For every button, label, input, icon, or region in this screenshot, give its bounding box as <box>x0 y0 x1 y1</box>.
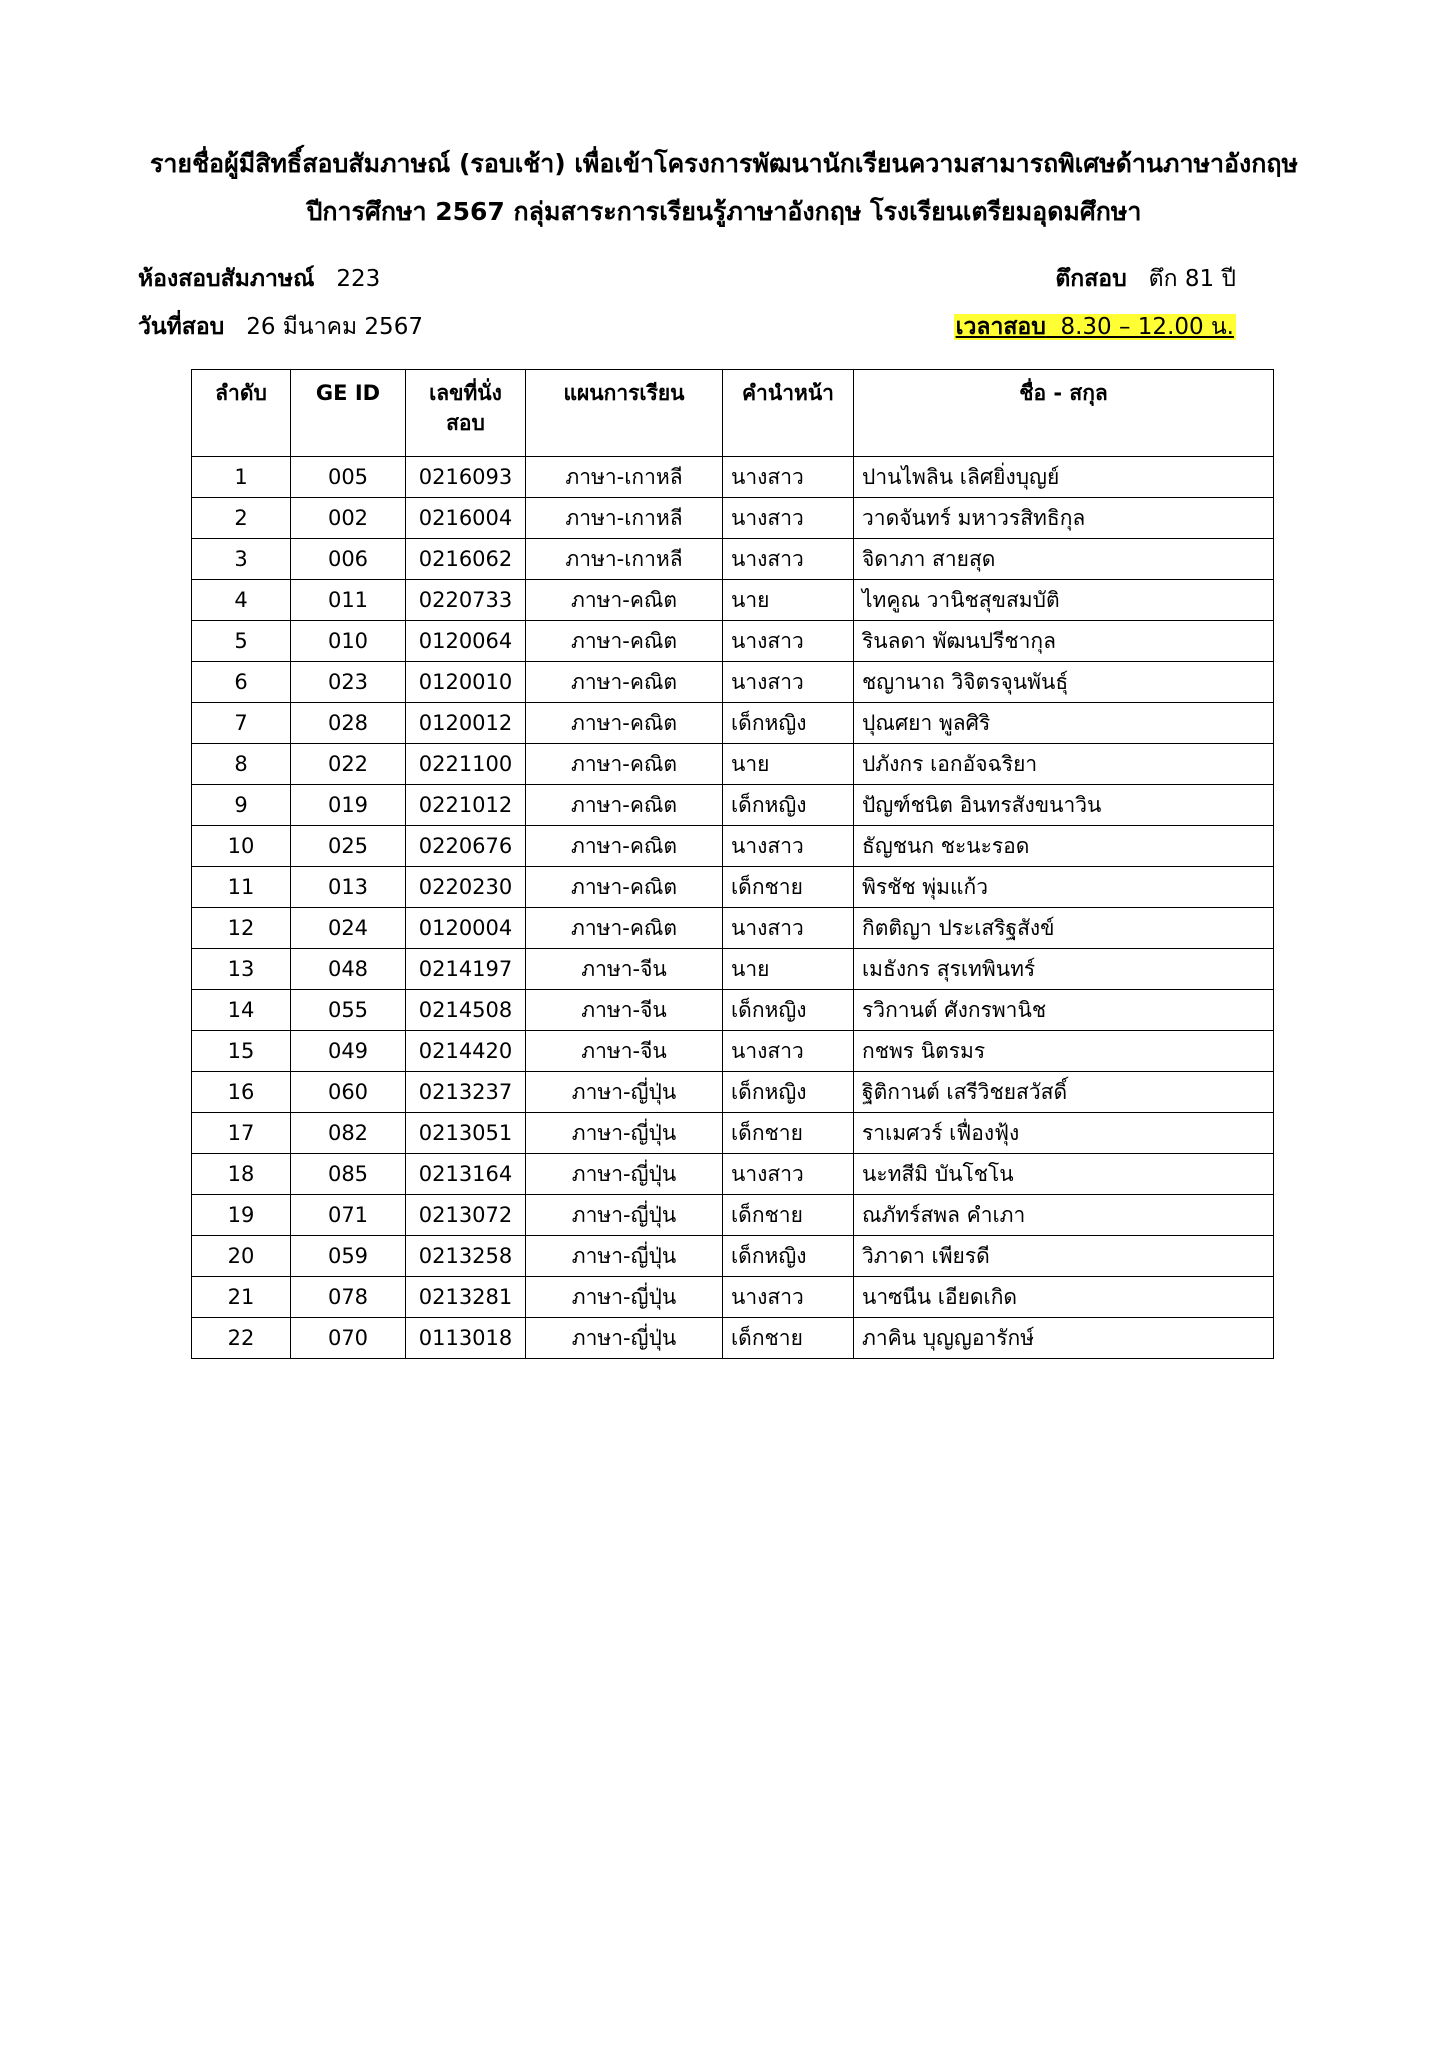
table-row <box>192 1318 1274 1359</box>
cell-name: รินลดา พัฒนปรีชากุล <box>854 621 1274 662</box>
cell-prefix: นาย <box>723 580 854 621</box>
table-header-row <box>192 370 1274 457</box>
cell-name: ณภัทร์สพล คำเภา <box>854 1195 1274 1236</box>
cell-prefix: นางสาว <box>723 662 854 703</box>
header-name: ชื่อ - สกุล <box>854 370 1274 457</box>
cell-prefix: เด็กชาย <box>723 1195 854 1236</box>
table-body <box>192 457 1274 1359</box>
cell-prefix: เด็กหญิง <box>723 1236 854 1277</box>
cell-name: ปุณศยา พูลศิริ <box>854 703 1274 744</box>
exam-room-label: ห้องสอบสัมภาษณ์ <box>138 266 315 292</box>
cell-seat: 0221100 <box>406 744 526 785</box>
cell-no: 21 <box>192 1277 291 1318</box>
cell-no: 16 <box>192 1072 291 1113</box>
cell-no: 18 <box>192 1154 291 1195</box>
table-row <box>192 1277 1274 1318</box>
cell-prefix: เด็กชาย <box>723 867 854 908</box>
cell-no: 8 <box>192 744 291 785</box>
cell-ge-id: 013 <box>291 867 406 908</box>
cell-ge-id: 082 <box>291 1113 406 1154</box>
cell-prefix: นางสาว <box>723 498 854 539</box>
candidate-table <box>191 369 1274 1359</box>
cell-prefix: เด็กหญิง <box>723 990 854 1031</box>
table-row <box>192 580 1274 621</box>
table-row <box>192 1154 1274 1195</box>
exam-building-value: ตึก 81 ปี <box>1148 266 1236 292</box>
cell-seat: 0214420 <box>406 1031 526 1072</box>
cell-ge-id: 049 <box>291 1031 406 1072</box>
cell-seat: 0120010 <box>406 662 526 703</box>
table-row <box>192 785 1274 826</box>
cell-plan: ภาษา-คณิต <box>526 662 723 703</box>
cell-seat: 0213237 <box>406 1072 526 1113</box>
cell-plan: ภาษา-จีน <box>526 990 723 1031</box>
cell-no: 9 <box>192 785 291 826</box>
cell-seat: 0213072 <box>406 1195 526 1236</box>
cell-seat: 0220230 <box>406 867 526 908</box>
cell-name: ปานไพลิน เลิศยิ่งบุญย์ <box>854 457 1274 498</box>
cell-no: 4 <box>192 580 291 621</box>
cell-prefix: นาย <box>723 744 854 785</box>
cell-plan: ภาษา-ญี่ปุ่น <box>526 1277 723 1318</box>
cell-name: ชญานาถ วิจิตรจุนพันธุ์ <box>854 662 1274 703</box>
exam-time-highlight <box>954 314 1236 340</box>
cell-seat: 0213051 <box>406 1113 526 1154</box>
cell-plan: ภาษา-คณิต <box>526 621 723 662</box>
cell-no: 3 <box>192 539 291 580</box>
cell-name: ฐิติกานต์ เสรีวิชยสวัสดิ์ <box>854 1072 1274 1113</box>
cell-no: 14 <box>192 990 291 1031</box>
cell-no: 11 <box>192 867 291 908</box>
cell-plan: ภาษา-เกาหลี <box>526 457 723 498</box>
cell-plan: ภาษา-ญี่ปุ่น <box>526 1195 723 1236</box>
cell-plan: ภาษา-คณิต <box>526 580 723 621</box>
table-row <box>192 867 1274 908</box>
cell-plan: ภาษา-ญี่ปุ่น <box>526 1113 723 1154</box>
cell-seat: 0120064 <box>406 621 526 662</box>
cell-seat: 0216004 <box>406 498 526 539</box>
cell-ge-id: 070 <box>291 1318 406 1359</box>
document-title-line-1: รายชื่อผู้มีสิทธิ์สอบสัมภาษณ์ (รอบเช้า) เพื่อเข้าโครงการพัฒนานักเรียนความสามารถพิเศษด้านภาษาอังกฤษ <box>149 149 1299 178</box>
cell-prefix: นางสาว <box>723 1154 854 1195</box>
cell-ge-id: 005 <box>291 457 406 498</box>
cell-prefix: นางสาว <box>723 1031 854 1072</box>
cell-plan: ภาษา-คณิต <box>526 744 723 785</box>
cell-name: จิดาภา สายสุด <box>854 539 1274 580</box>
cell-seat: 0213281 <box>406 1277 526 1318</box>
cell-plan: ภาษา-คณิต <box>526 785 723 826</box>
cell-plan: ภาษา-จีน <box>526 949 723 990</box>
cell-ge-id: 071 <box>291 1195 406 1236</box>
header-no: ลำดับ <box>192 370 291 457</box>
table-row <box>192 1195 1274 1236</box>
cell-prefix: นางสาว <box>723 621 854 662</box>
cell-name: รวิกานต์ ศังกรพานิช <box>854 990 1274 1031</box>
header-prefix: คำนำหน้า <box>723 370 854 457</box>
cell-name: กชพร นิตรมร <box>854 1031 1274 1072</box>
cell-plan: ภาษา-จีน <box>526 1031 723 1072</box>
table-row <box>192 662 1274 703</box>
cell-prefix: นางสาว <box>723 457 854 498</box>
table-row <box>192 908 1274 949</box>
exam-date-value: 26 มีนาคม 2567 <box>246 314 423 340</box>
cell-ge-id: 028 <box>291 703 406 744</box>
cell-prefix: เด็กหญิง <box>723 785 854 826</box>
cell-prefix: นางสาว <box>723 539 854 580</box>
cell-ge-id: 025 <box>291 826 406 867</box>
exam-room-info <box>138 262 380 296</box>
table-row <box>192 949 1274 990</box>
table-row <box>192 1072 1274 1113</box>
cell-no: 6 <box>192 662 291 703</box>
cell-prefix: นางสาว <box>723 826 854 867</box>
cell-ge-id: 011 <box>291 580 406 621</box>
cell-no: 15 <box>192 1031 291 1072</box>
cell-name: ปภังกร เอกอัจฉริยา <box>854 744 1274 785</box>
cell-ge-id: 024 <box>291 908 406 949</box>
cell-plan: ภาษา-ญี่ปุ่น <box>526 1236 723 1277</box>
table-row <box>192 621 1274 662</box>
cell-seat: 0221012 <box>406 785 526 826</box>
cell-seat: 0220676 <box>406 826 526 867</box>
table-row <box>192 539 1274 580</box>
exam-time-label: เวลาสอบ <box>955 314 1046 340</box>
cell-no: 1 <box>192 457 291 498</box>
cell-prefix: เด็กชาย <box>723 1318 854 1359</box>
cell-plan: ภาษา-คณิต <box>526 908 723 949</box>
cell-seat: 0216062 <box>406 539 526 580</box>
header-plan: แผนการเรียน <box>526 370 723 457</box>
cell-no: 19 <box>192 1195 291 1236</box>
cell-seat: 0214508 <box>406 990 526 1031</box>
cell-plan: ภาษา-เกาหลี <box>526 498 723 539</box>
header-seat-line1: เลขที่นั่ง <box>429 381 502 405</box>
cell-prefix: นาย <box>723 949 854 990</box>
cell-name: เมธังกร สุรเทพินทร์ <box>854 949 1274 990</box>
cell-seat: 0220733 <box>406 580 526 621</box>
cell-no: 2 <box>192 498 291 539</box>
cell-prefix: เด็กหญิง <box>723 703 854 744</box>
cell-plan: ภาษา-ญี่ปุ่น <box>526 1154 723 1195</box>
cell-seat: 0120012 <box>406 703 526 744</box>
cell-plan: ภาษา-เกาหลี <box>526 539 723 580</box>
cell-ge-id: 019 <box>291 785 406 826</box>
cell-no: 12 <box>192 908 291 949</box>
cell-no: 10 <box>192 826 291 867</box>
table-row <box>192 826 1274 867</box>
cell-plan: ภาษา-คณิต <box>526 826 723 867</box>
cell-ge-id: 002 <box>291 498 406 539</box>
cell-seat: 0120004 <box>406 908 526 949</box>
header-seat <box>406 370 526 457</box>
table-row <box>192 498 1274 539</box>
cell-ge-id: 085 <box>291 1154 406 1195</box>
cell-name: พิรชัช พุ่มแก้ว <box>854 867 1274 908</box>
cell-plan: ภาษา-ญี่ปุ่น <box>526 1318 723 1359</box>
exam-time-info <box>954 310 1236 344</box>
table-row <box>192 703 1274 744</box>
cell-no: 17 <box>192 1113 291 1154</box>
cell-prefix: นางสาว <box>723 1277 854 1318</box>
exam-building-label: ตึกสอบ <box>1055 266 1127 292</box>
cell-name: ราเมศวร์ เฟื่องฟุ้ง <box>854 1113 1274 1154</box>
cell-seat: 0113018 <box>406 1318 526 1359</box>
cell-ge-id: 048 <box>291 949 406 990</box>
cell-no: 13 <box>192 949 291 990</box>
cell-name: วาดจันทร์ มหาวรสิทธิกุล <box>854 498 1274 539</box>
table-row <box>192 457 1274 498</box>
cell-ge-id: 055 <box>291 990 406 1031</box>
document-title-line-2: ปีการศึกษา 2567 กลุ่มสาระการเรียนรู้ภาษาอังกฤษ โรงเรียนเตรียมอุดมศึกษา <box>306 197 1142 226</box>
cell-seat: 0213258 <box>406 1236 526 1277</box>
exam-date-info <box>138 310 423 344</box>
cell-seat: 0214197 <box>406 949 526 990</box>
cell-ge-id: 060 <box>291 1072 406 1113</box>
cell-name: ภาคิน บุญญอารักษ์ <box>854 1318 1274 1359</box>
header-seat-line2: สอบ <box>446 411 485 435</box>
cell-name: ไทคูณ วานิชสุขสมบัติ <box>854 580 1274 621</box>
cell-ge-id: 078 <box>291 1277 406 1318</box>
table-row <box>192 990 1274 1031</box>
cell-plan: ภาษา-คณิต <box>526 867 723 908</box>
cell-no: 7 <box>192 703 291 744</box>
cell-ge-id: 023 <box>291 662 406 703</box>
exam-time-value: 8.30 – 12.00 น. <box>1060 314 1234 340</box>
cell-no: 20 <box>192 1236 291 1277</box>
cell-name: ธัญชนก ชะนะรอด <box>854 826 1274 867</box>
cell-ge-id: 022 <box>291 744 406 785</box>
exam-room-value: 223 <box>336 266 381 292</box>
exam-date-label: วันที่สอบ <box>138 314 225 340</box>
cell-ge-id: 010 <box>291 621 406 662</box>
cell-seat: 0213164 <box>406 1154 526 1195</box>
cell-name: กิตติญา ประเสริฐสังข์ <box>854 908 1274 949</box>
table-row <box>192 1031 1274 1072</box>
table-row <box>192 1236 1274 1277</box>
cell-name: ปัญฑ์ชนิต อินทรสังขนาวิน <box>854 785 1274 826</box>
cell-seat: 0216093 <box>406 457 526 498</box>
table-row <box>192 744 1274 785</box>
cell-prefix: เด็กชาย <box>723 1113 854 1154</box>
cell-ge-id: 006 <box>291 539 406 580</box>
table-row <box>192 1113 1274 1154</box>
cell-name: วิภาดา เพียรดี <box>854 1236 1274 1277</box>
cell-no: 5 <box>192 621 291 662</box>
cell-ge-id: 059 <box>291 1236 406 1277</box>
cell-name: นาซนีน เอียดเกิด <box>854 1277 1274 1318</box>
cell-prefix: เด็กหญิง <box>723 1072 854 1113</box>
cell-plan: ภาษา-ญี่ปุ่น <box>526 1072 723 1113</box>
header-ge-id: GE ID <box>291 370 406 457</box>
cell-name: นะทสีมิ บันโชโน <box>854 1154 1274 1195</box>
cell-no: 22 <box>192 1318 291 1359</box>
cell-plan: ภาษา-คณิต <box>526 703 723 744</box>
cell-prefix: นางสาว <box>723 908 854 949</box>
exam-building-info <box>1055 262 1236 296</box>
